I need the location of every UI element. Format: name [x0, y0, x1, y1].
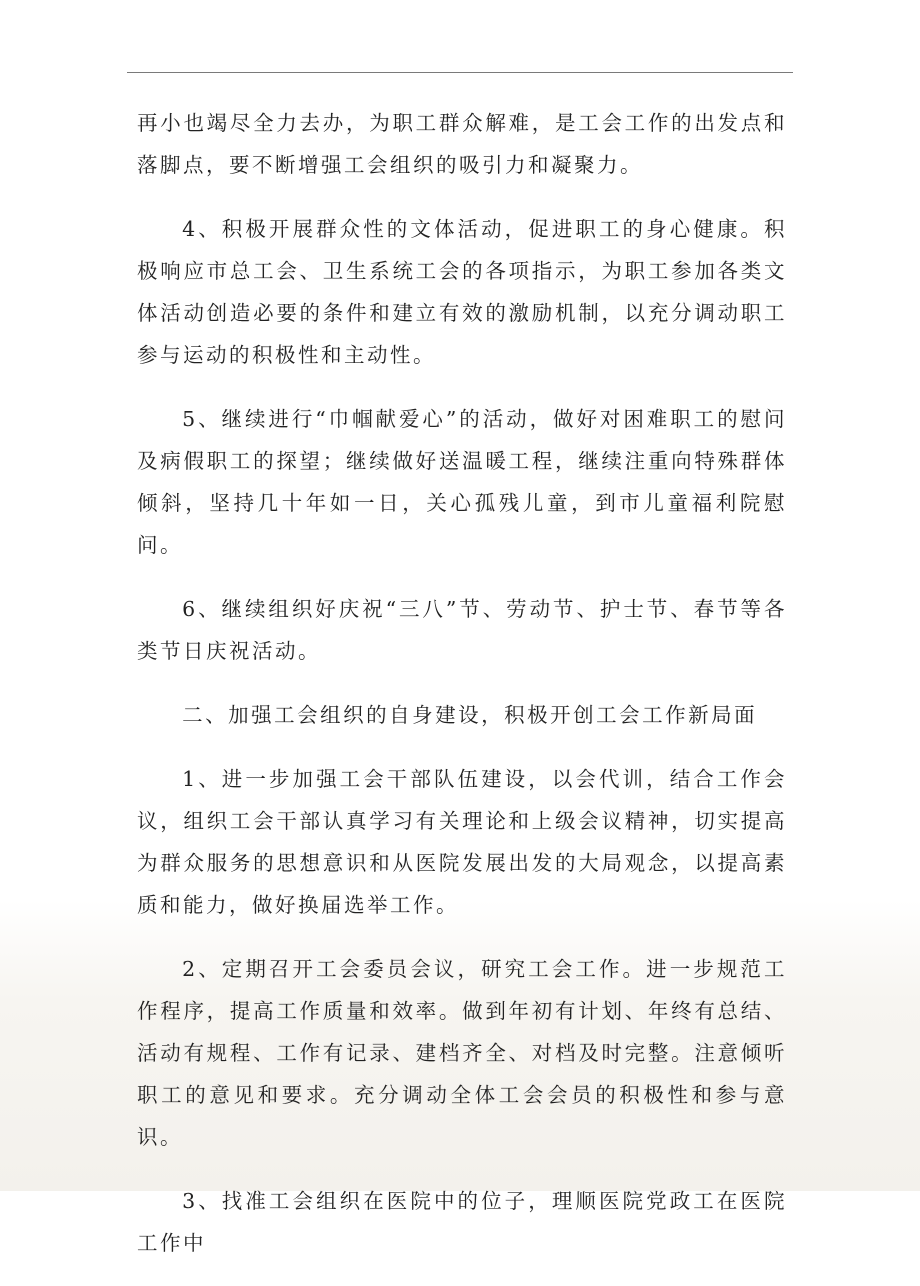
section-heading-2: 二、加强工会组织的自身建设，积极开创工会工作新局面 [182, 703, 758, 727]
paragraph-item-6: 6、继续组织好庆祝“三八”节、劳动节、护士节、春节等各类节日庆祝活动。 [137, 597, 787, 663]
paragraph-item-4: 4、积极开展群众性的文体活动，促进职工的身心健康。积极响应市总工会、卫生系统工会的各项指示，为职工参加各类文体活动创造必要的条件和建立有效的激励机制，以充分调动职工参与运动的积极性和主动性。 [137, 217, 787, 367]
paragraph-item-5: 5、继续进行“巾帼献爱心”的活动，做好对困难职工的慰问及病假职工的探望；继续做好送温暖工程，继续注重向特殊群体倾斜，坚持几十年如一日，关心孤残儿童，到市儿童福利院慰问。 [137, 407, 787, 557]
header-rule [127, 72, 793, 73]
paragraph-section2-item-1: 1、进一步加强工会干部队伍建设，以会代训，结合工作会议，组织工会干部认真学习有关理论和上级会议精神，切实提高为群众服务的思想意识和从医院发展出发的大局观念，以提高素质和能力，做好换届选举工作。 [137, 767, 787, 917]
paragraph-section2-item-2: 2、定期召开工会委员会议，研究工会工作。进一步规范工作程序，提高工作质量和效率。做到年初有计划、年终有总结、活动有规程、工作有记录、建档齐全、对档及时完整。注意倾听职工的意见和要求。充分调动全体工会会员的积极性和参与意识。 [137, 957, 787, 1149]
paragraph-continuation: 再小也竭尽全力去办，为职工群众解难，是工会工作的出发点和落脚点，要不断增强工会组织的吸引力和凝聚力。 [137, 111, 787, 177]
document-body [137, 102, 787, 1286]
paragraph-section2-item-3: 3、找准工会组织在医院中的位子，理顺医院党政工在医院工作中 [137, 1189, 787, 1255]
